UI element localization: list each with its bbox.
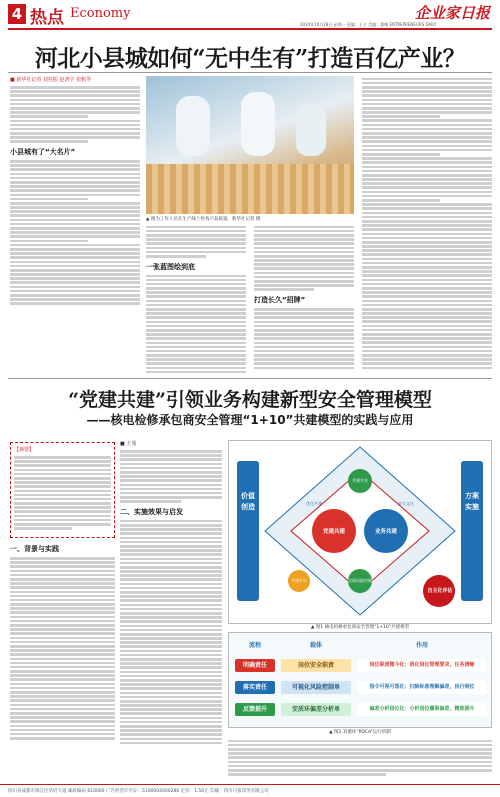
article1-byline: ■ 新华社记者 刘桂振 赵鸿宇 张帆等 bbox=[10, 77, 92, 83]
flow-table bbox=[228, 632, 492, 728]
flow-header-row bbox=[235, 639, 487, 652]
flow-carrier-3: 安质环偏差分析单 bbox=[281, 703, 351, 716]
masthead bbox=[0, 0, 500, 28]
abstract-label: 【摘要】 bbox=[14, 447, 35, 453]
dateline: 2024年10月28日 星期一 责编：王丰 美编：董娜 ENTREPRENEURS DAILY bbox=[300, 22, 437, 27]
section-name: 热点 bbox=[30, 8, 64, 28]
flow-row-3 bbox=[235, 703, 487, 716]
factory-photo bbox=[146, 76, 354, 214]
page-footer: 四川省成都市锦江区华府大道 邮政编码 610000 广告经营许可证：5100004000286 定价：1.50元 印刷：四川日报印务有限公司 bbox=[0, 784, 500, 797]
article1-subhead-3: 打造长久“招牌” bbox=[254, 296, 306, 304]
diagram-node-3: 共建平台 bbox=[291, 578, 307, 583]
flow-header-process: 流程 bbox=[248, 642, 261, 649]
flow-effect-1: 岗位职责微今化：消化岗位管理要求，任务清晰 bbox=[357, 659, 487, 672]
flow-effect-2: 指令可视可落化：扫除标准理解偏差，执行到位 bbox=[357, 681, 487, 694]
article1-column-4 bbox=[362, 76, 492, 376]
diagram-caption: ▲ 图1 核电检修承包商安全管理“1+10”共建模型 bbox=[310, 625, 410, 630]
value-creation-label: 价值创造 bbox=[241, 492, 255, 511]
business-building-node: 业务共建 bbox=[374, 529, 397, 535]
flow-row-1 bbox=[235, 659, 487, 672]
article2-column-2 bbox=[120, 440, 222, 775]
section-number: 4 bbox=[8, 4, 26, 24]
article1-column-1 bbox=[10, 76, 140, 376]
diagram-node-4: 优化共建 bbox=[306, 501, 322, 506]
diagram-node-5: 安全文化 bbox=[398, 501, 414, 506]
article2-author: ■ 王曼 bbox=[120, 441, 137, 447]
flow-header-carrier: 载体 bbox=[309, 642, 322, 649]
flow-header-effect: 作用 bbox=[415, 642, 428, 649]
flow-effect-3: 偏差分析岗位化：分析岗位履职偏差，精准提升 bbox=[357, 703, 487, 716]
article1-middle-text bbox=[146, 224, 354, 376]
self-assessment-label: 自主化评估 bbox=[427, 588, 453, 594]
photo-caption: ▲ 图为工作人员在生产线上检查产品质量。新华社记者 摄 bbox=[146, 217, 261, 222]
article2-section-1: 一、背景与实践 bbox=[10, 545, 59, 553]
article-divider bbox=[8, 378, 492, 379]
flow-row-2 bbox=[235, 681, 487, 694]
plan-implementation-label: 方案实施 bbox=[465, 492, 479, 511]
diagram-node-1: 共建共享 bbox=[352, 478, 368, 483]
flow-carrier-2: 可视化风险控制单 bbox=[281, 681, 351, 694]
article1-subhead-1: 小县城有了“大名片” bbox=[10, 148, 76, 157]
diagram-node-2: 全面风险控制 bbox=[348, 578, 372, 583]
article2-column-1 bbox=[10, 540, 115, 776]
flow-step-1: 明确责任 bbox=[235, 659, 275, 672]
article2-abstract bbox=[10, 442, 115, 538]
section-english: Economy bbox=[70, 6, 131, 21]
article1-headline: 河北小县城如何“无中生有”打造百亿产业？ bbox=[34, 45, 466, 72]
article2-headline: “党建共建”引领业务构建新型安全管理模型 bbox=[68, 389, 432, 411]
flow-caption: ▲ 图2 双循环“PDCA”运行机制 bbox=[329, 730, 391, 735]
article2-subheadline: ——核电检修承包商安全管理“1+10”共建模型的实践与应用 bbox=[86, 413, 414, 427]
flow-carrier-1: 岗位安全职责 bbox=[281, 659, 351, 672]
newspaper-logo: 企业家日报 bbox=[414, 4, 490, 22]
article2-section-2: 二、实施效果与启发 bbox=[120, 507, 183, 516]
headline-rule bbox=[8, 72, 492, 73]
flow-step-2: 落实责任 bbox=[235, 681, 275, 694]
article1-subhead-2: 一张蓝图绘到底 bbox=[146, 262, 195, 271]
flow-step-3: 反馈提升 bbox=[235, 703, 275, 716]
party-building-node: 党建共建 bbox=[322, 529, 345, 535]
masthead-rule bbox=[8, 28, 492, 30]
safety-model-diagram bbox=[228, 440, 492, 624]
article2-bottom-text bbox=[228, 738, 492, 782]
